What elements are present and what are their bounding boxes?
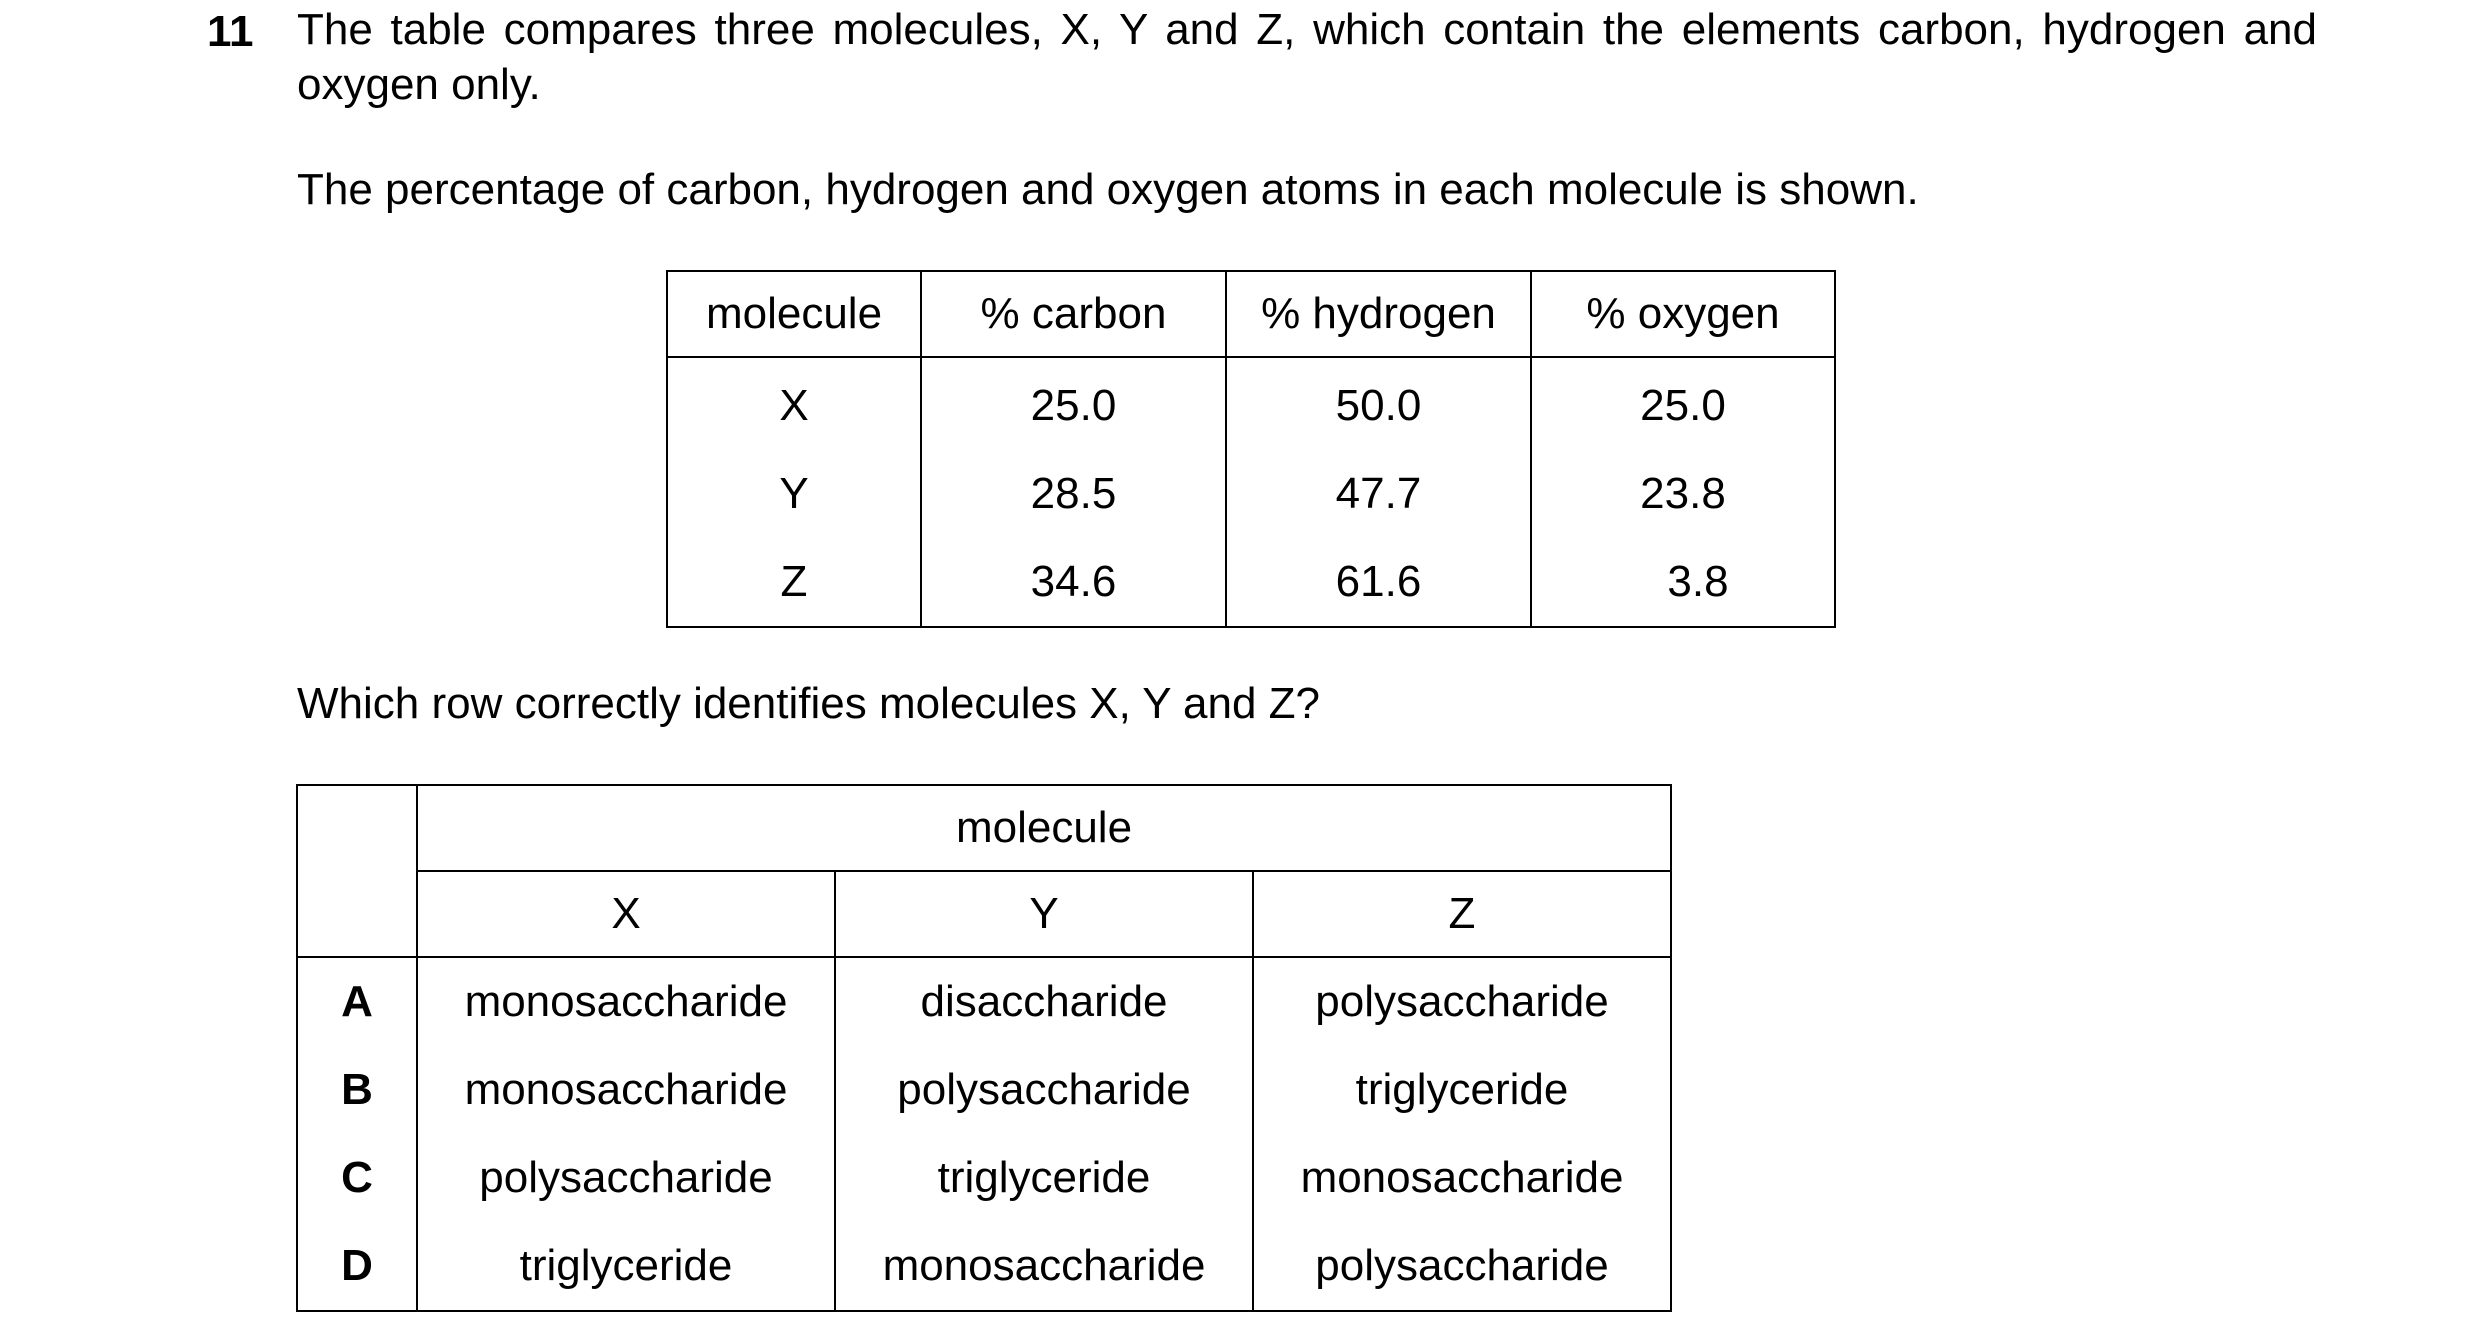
option-letter[interactable]: D [297,1222,417,1311]
option-cell: monosaccharide [1253,1134,1671,1222]
carbon-value: 28.5 [921,450,1226,538]
table-row [667,450,1835,538]
answer-column-y: Y [835,871,1253,957]
header-carbon: % carbon [921,271,1226,357]
option-cell: triglyceride [835,1134,1253,1222]
option-cell: monosaccharide [417,957,835,1046]
answer-table [296,784,1672,1312]
option-cell: polysaccharide [835,1046,1253,1134]
answer-row-d[interactable] [297,1222,1671,1311]
option-cell: monosaccharide [417,1046,835,1134]
answer-group-header-row [297,785,1671,871]
carbon-value: 25.0 [921,357,1226,450]
oxygen-value: 25.0 [1531,357,1835,450]
answer-row-a[interactable] [297,957,1671,1046]
oxygen-value: 3.8 [1531,538,1835,627]
option-cell: triglyceride [417,1222,835,1311]
composition-header-row [667,271,1835,357]
option-cell: polysaccharide [417,1134,835,1222]
header-hydrogen: % hydrogen [1226,271,1531,357]
question-prompt: Which row correctly identifies molecules X, Y and Z? [297,679,1321,728]
answer-column-z: Z [1253,871,1671,957]
option-letter[interactable]: A [297,957,417,1046]
carbon-value: 34.6 [921,538,1226,627]
answer-row-c[interactable] [297,1134,1671,1222]
option-cell: polysaccharide [1253,957,1671,1046]
option-cell: monosaccharide [835,1222,1253,1311]
oxygen-value: 23.8 [1531,450,1835,538]
hydrogen-value: 47.7 [1226,450,1531,538]
option-cell: polysaccharide [1253,1222,1671,1311]
hydrogen-value: 50.0 [1226,357,1531,450]
molecule-name: Z [667,538,921,627]
question-info: The percentage of carbon, hydrogen and oxygen atoms in each molecule is shown. [297,165,1919,214]
molecule-name: X [667,357,921,450]
option-letter[interactable]: C [297,1134,417,1222]
question-stem: The table compares three molecules, X, Y and Z, which contain the elements carbon, hydrogen and oxygen only. [297,5,2317,109]
answer-column-header-row [297,871,1671,957]
table-row [667,538,1835,627]
option-letter[interactable]: B [297,1046,417,1134]
answer-column-x: X [417,871,835,957]
option-cell: triglyceride [1253,1046,1671,1134]
molecule-name: Y [667,450,921,538]
composition-table [666,270,1836,628]
answer-group-header: molecule [417,785,1671,871]
table-row [667,357,1835,450]
hydrogen-value: 61.6 [1226,538,1531,627]
question-number: 11 [207,7,254,56]
header-molecule: molecule [667,271,921,357]
option-cell: disaccharide [835,957,1253,1046]
header-oxygen: % oxygen [1531,271,1835,357]
answer-row-b[interactable] [297,1046,1671,1134]
answer-letter-header [297,785,417,957]
